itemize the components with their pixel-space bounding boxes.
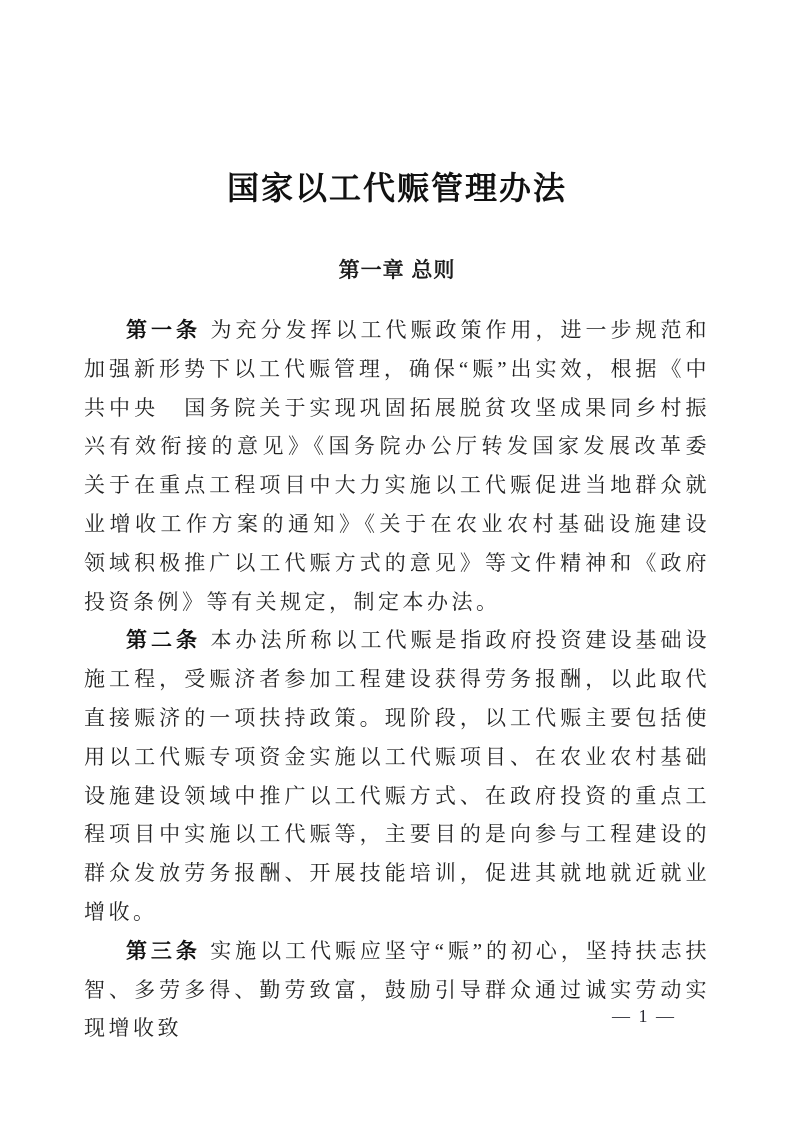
article-1-label: 第一条 (126, 318, 202, 342)
chapter-heading: 第一章 总则 (338, 259, 456, 282)
article-3-text: 实施以工代赈应坚守“赈”的初心，坚持扶志扶智、多劳多得、勤劳致富，鼓励引导群众通过诚实劳动实现增收致 (84, 938, 711, 1041)
article-paragraph-1 (84, 311, 710, 621)
article-1-text: 为充分发挥以工代赈政策作用，进一步规范和加强新形势下以工代赈管理，确保“赈”出实效，根据《中共中央 国务院关于实现巩固拓展脱贫攻坚成果同乡村振兴有效衔接的意见》《国务院办公厅转发国家发展改革委关于在重点工程项目中大力实施以工代赈促进当地群众就业增收工作方案的通知》《关于在农业农村基础设施建设领域积极推广以工代赈方式的意见》等文件精神和《政府投资条例》等有关规定，制定本办法。 (84, 318, 711, 614)
article-paragraph-2 (84, 621, 710, 931)
document-title: 国家以工代赈管理办法 (226, 170, 567, 206)
article-paragraph-3 (84, 932, 710, 1048)
article-2-text: 本办法所称以工代赈是指政府投资建设基础设施工程，受赈济者参加工程建设获得劳务报酬，以此取代直接赈济的一项扶持政策。现阶段，以工代赈主要包括使用以工代赈专项资金实施以工代赈项目、在农业农村基础设施建设领域中推广以工代赈方式、在政府投资的重点工程项目中实施以工代赈等，主要目的是向参与工程建设的群众发放劳务报酬、开展技能培训，促进其就地就近就业增收。 (84, 628, 711, 924)
article-2-label: 第二条 (126, 628, 202, 653)
document-body (84, 311, 710, 1048)
article-3-label: 第三条 (126, 938, 201, 963)
page-number: — 1 — (612, 1006, 676, 1026)
